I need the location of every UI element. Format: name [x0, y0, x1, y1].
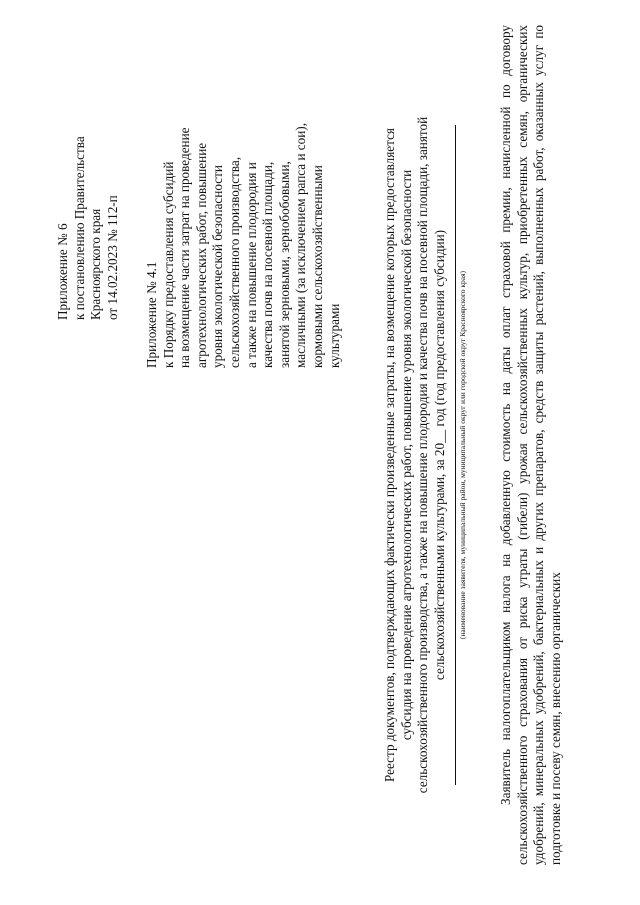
appendix-4-1-line: агротехнологических работ, повышение: [193, 142, 209, 368]
appendix-6-line: к постановлению Правительства: [71, 136, 87, 320]
appendix-6-line: Приложение № 6: [55, 223, 70, 320]
appendix-4-1-line: качества почв на посевной площади,: [260, 161, 276, 368]
appendix-4-1-line: масличными (за исключением рапса и сои),: [293, 123, 309, 368]
title-line: сельскохозяйственными культурами, за 20__ год (год предоставления субсидии): [431, 229, 447, 681]
appendix-4-1-line: Приложение № 4.1: [144, 261, 159, 368]
applicant-name-blank-line: [455, 125, 456, 785]
appendix-4-1-header: [144, 123, 343, 368]
document-title: [382, 65, 448, 845]
appendix-4-1-line: культурами: [326, 303, 342, 368]
appendix-4-1-line: сельскохозяйственного производства,: [226, 156, 242, 368]
appendix-6-line: Красноярского края: [88, 208, 104, 320]
title-line: сельскохозяйственного производства, а также на повышение плодородия и качества почв на посевной площади, занятой: [415, 116, 431, 794]
appendix-4-1-line: кормовыми сельскохозяйственными: [309, 165, 325, 368]
body-paragraph: Заявитель налогоплательщиком налога на добавленную стоимость на даты оплат страховой премии, начисленной по договору сельскохозяйственного страхования от риска утраты (гибели) урожая сельскохозяйственных культур, приобретенных семян, органических удобрений, минеральных удобрений, бактериальных и других препаратов, средств защиты растений, выполненных работ, оказанных услуг по подготовке и посеву семян, внесению органических: [498, 25, 563, 865]
appendix-6-line: от 14.02.2023 № 112-п: [104, 195, 120, 320]
title-line: субсидия на проведение агротехнологических работ, повышение уровня экологической безопасности: [398, 169, 414, 741]
appendix-4-1-line: уровня экологической безопасности: [210, 165, 226, 368]
appendix-4-1-line: а также на повышение плодородия и: [243, 162, 259, 368]
appendix-4-1-line: на возмещение части затрат на проведение: [177, 127, 193, 368]
applicant-name-caption: (наименование заявителя, муниципальный район, муниципальный округ или городской округ Красноярского края): [458, 270, 467, 640]
appendix-4-1-line: к Порядку предоставления субсидий: [160, 161, 176, 368]
appendix-6-header: [55, 136, 121, 320]
title-line: Реестр документов, подтверждающих фактически произведенные затраты, на возмещение которых предоставляется: [382, 128, 397, 783]
appendix-4-1-line: занятой зерновыми, зернобобовыми,: [276, 161, 292, 368]
